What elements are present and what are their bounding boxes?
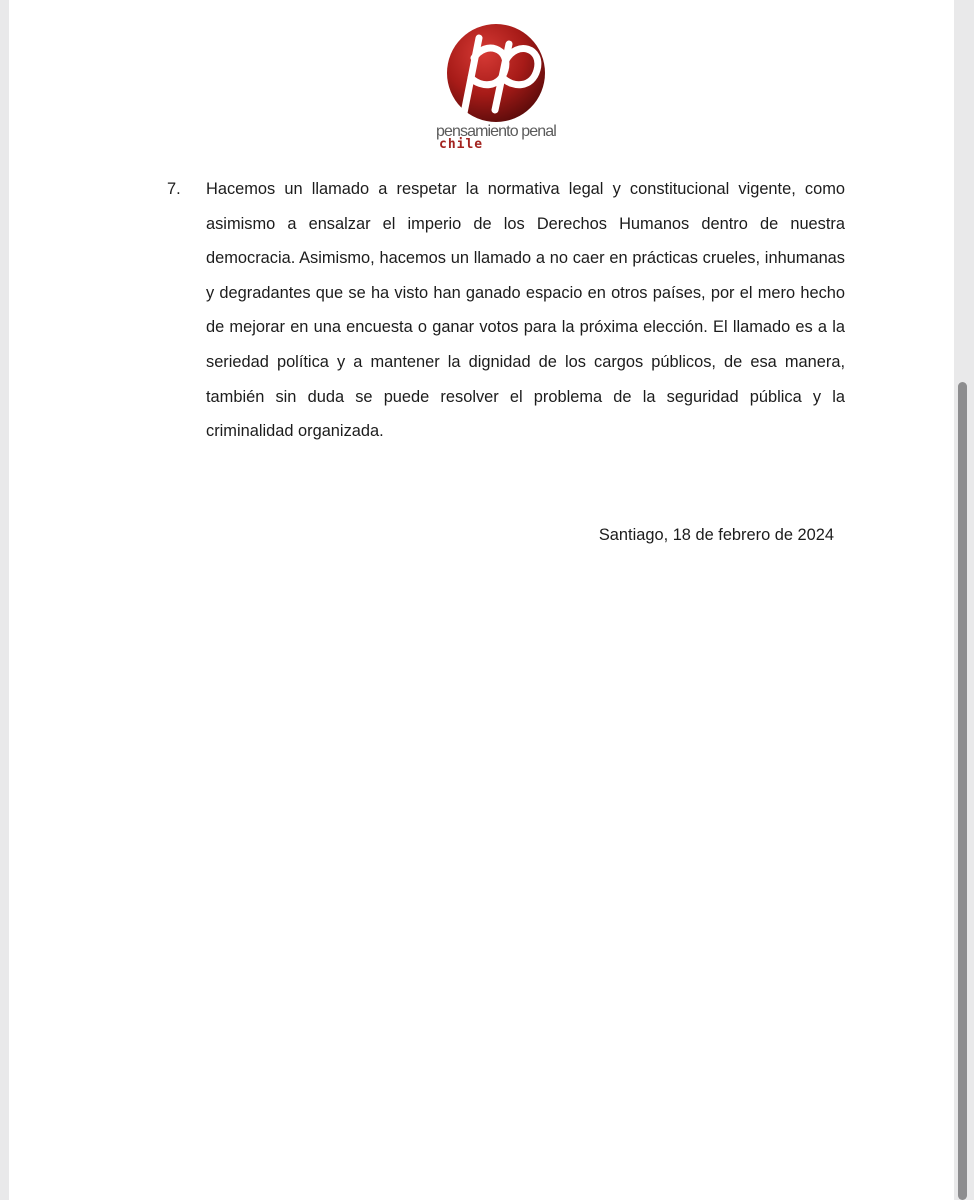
numbered-paragraph [167,172,845,449]
vertical-scrollbar[interactable] [958,382,967,1200]
place-and-date: Santiago, 18 de febrero de 2024 [598,526,834,544]
logo-name: pensamiento penal [436,123,556,140]
paragraph-number: 7. [167,180,181,198]
paragraph-text: Hacemos un llamado a respetar la normativa legal y constitucional vigente, como asimismo a ensalzar el imperio de los Derechos Humanos dentro de nuestra democracia. Asimismo, hacemos un llamado a no caer en prácticas crueles, inhumanas y degradantes que se ha visto han ganado espacio en otros países, por el mero hecho de mejorar en una encuesta o ganar votos para la próxima elección. El llamado es a la seriedad política y a mantener la dignidad de los cargos públicos, de esa manera, también sin duda se puede resolver el problema de la seguridad pública y la criminalidad organizada. [206,180,845,441]
document-page [9,0,954,1200]
logo-country: chile [439,137,484,152]
organization-logo [433,22,583,157]
logo-emblem [433,22,583,126]
